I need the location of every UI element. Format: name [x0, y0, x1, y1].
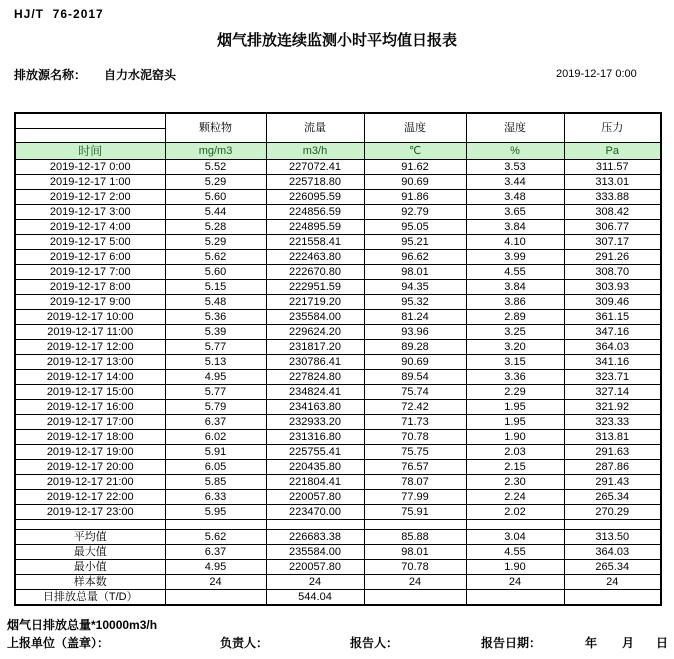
- summary-value-cell: 3.04: [466, 530, 564, 545]
- summary-value-cell: 226683.38: [266, 530, 364, 545]
- table-row: [15, 160, 661, 175]
- summary-value-cell: 235584.00: [266, 545, 364, 560]
- value-cell: 221804.41: [266, 475, 364, 490]
- value-cell: 364.03: [564, 340, 661, 355]
- summary-value-cell: [364, 590, 466, 606]
- summary-value-cell: 98.01: [364, 545, 466, 560]
- time-cell: 2019-12-17 11:00: [15, 325, 165, 340]
- value-cell: 306.77: [564, 220, 661, 235]
- summary-value-cell: 6.37: [165, 545, 266, 560]
- value-cell: 5.95: [165, 505, 266, 520]
- value-cell: 223470.00: [266, 505, 364, 520]
- value-cell: 5.62: [165, 250, 266, 265]
- flow-total-note: 烟气日排放总量*10000m3/h: [7, 618, 158, 632]
- value-cell: 6.33: [165, 490, 266, 505]
- spacer-cell: [364, 520, 466, 530]
- value-cell: 221558.41: [266, 235, 364, 250]
- value-cell: 3.15: [466, 355, 564, 370]
- value-cell: 92.79: [364, 205, 466, 220]
- value-cell: 4.95: [165, 370, 266, 385]
- value-cell: 5.60: [165, 265, 266, 280]
- time-cell: 2019-12-17 20:00: [15, 460, 165, 475]
- table-row: [15, 250, 661, 265]
- summary-value-cell: 4.95: [165, 560, 266, 575]
- value-cell: 287.86: [564, 460, 661, 475]
- value-cell: 307.17: [564, 235, 661, 250]
- time-cell: 2019-12-17 17:00: [15, 415, 165, 430]
- value-cell: 5.28: [165, 220, 266, 235]
- table-row: [15, 460, 661, 475]
- value-cell: 220057.80: [266, 490, 364, 505]
- table-row: [15, 430, 661, 445]
- summary-value-cell: 544.04: [266, 590, 364, 606]
- value-cell: 231817.20: [266, 340, 364, 355]
- spacer-cell: [266, 520, 364, 530]
- value-cell: 5.29: [165, 175, 266, 190]
- table-row: [15, 310, 661, 325]
- table-row: [15, 370, 661, 385]
- summary-value-cell: 24: [564, 575, 661, 590]
- time-cell: 2019-12-17 22:00: [15, 490, 165, 505]
- time-cell: 2019-12-17 0:00: [15, 160, 165, 175]
- time-cell: 2019-12-17 10:00: [15, 310, 165, 325]
- table-row: [15, 175, 661, 190]
- value-cell: 5.85: [165, 475, 266, 490]
- value-cell: 225718.80: [266, 175, 364, 190]
- value-cell: 2.29: [466, 385, 564, 400]
- value-cell: 308.42: [564, 205, 661, 220]
- value-cell: 77.99: [364, 490, 466, 505]
- value-cell: 91.86: [364, 190, 466, 205]
- summary-label: 最大值: [15, 545, 165, 560]
- value-cell: 93.96: [364, 325, 466, 340]
- value-cell: 5.91: [165, 445, 266, 460]
- summary-row: [15, 590, 661, 606]
- value-cell: 70.78: [364, 430, 466, 445]
- value-cell: 222670.80: [266, 265, 364, 280]
- table-row: [15, 280, 661, 295]
- summary-label: 最小值: [15, 560, 165, 575]
- report-table: [14, 112, 662, 606]
- value-cell: 291.63: [564, 445, 661, 460]
- value-cell: 75.75: [364, 445, 466, 460]
- value-cell: 232933.20: [266, 415, 364, 430]
- value-cell: 270.29: [564, 505, 661, 520]
- value-cell: 95.32: [364, 295, 466, 310]
- value-cell: 227072.41: [266, 160, 364, 175]
- summary-value-cell: 265.34: [564, 560, 661, 575]
- value-cell: 265.34: [564, 490, 661, 505]
- value-cell: 89.54: [364, 370, 466, 385]
- col-header-humidity: 湿度: [466, 113, 564, 143]
- value-cell: 291.43: [564, 475, 661, 490]
- summary-value-cell: 1.90: [466, 560, 564, 575]
- value-cell: 291.26: [564, 250, 661, 265]
- spacer-cell: [466, 520, 564, 530]
- value-cell: 234163.80: [266, 400, 364, 415]
- value-cell: 3.25: [466, 325, 564, 340]
- value-cell: 226095.59: [266, 190, 364, 205]
- time-cell: 2019-12-17 7:00: [15, 265, 165, 280]
- summary-value-cell: [564, 590, 661, 606]
- value-cell: 333.88: [564, 190, 661, 205]
- summary-value-cell: 24: [466, 575, 564, 590]
- value-cell: 2.15: [466, 460, 564, 475]
- value-cell: 231316.80: [266, 430, 364, 445]
- value-cell: 5.77: [165, 340, 266, 355]
- value-cell: 3.44: [466, 175, 564, 190]
- value-cell: 94.35: [364, 280, 466, 295]
- day-label: 日: [656, 636, 669, 650]
- summary-value-cell: [466, 590, 564, 606]
- value-cell: 2.02: [466, 505, 564, 520]
- table-row: [15, 235, 661, 250]
- table-row: [15, 385, 661, 400]
- value-cell: 234824.41: [266, 385, 364, 400]
- table-row: [15, 355, 661, 370]
- value-cell: 5.79: [165, 400, 266, 415]
- month-label: 月: [622, 636, 635, 650]
- value-cell: 222951.59: [266, 280, 364, 295]
- header-row-top: [15, 113, 661, 129]
- spacer-row: [15, 520, 661, 530]
- header-empty-cell-top: [15, 113, 165, 129]
- value-cell: 323.71: [564, 370, 661, 385]
- value-cell: 5.13: [165, 355, 266, 370]
- col-header-pressure: 压力: [564, 113, 661, 143]
- time-cell: 2019-12-17 18:00: [15, 430, 165, 445]
- summary-value-cell: 70.78: [364, 560, 466, 575]
- value-cell: 3.86: [466, 295, 564, 310]
- table-row: [15, 445, 661, 460]
- value-cell: 96.62: [364, 250, 466, 265]
- value-cell: 2.24: [466, 490, 564, 505]
- unit-temperature: ℃: [364, 143, 466, 160]
- table-row: [15, 220, 661, 235]
- table-row: [15, 295, 661, 310]
- time-cell: 2019-12-17 1:00: [15, 175, 165, 190]
- value-cell: 224895.59: [266, 220, 364, 235]
- time-cell: 2019-12-17 14:00: [15, 370, 165, 385]
- value-cell: 2.30: [466, 475, 564, 490]
- unit-humidity: %: [466, 143, 564, 160]
- value-cell: 3.20: [466, 340, 564, 355]
- signature-line: [0, 634, 674, 650]
- time-cell: 2019-12-17 2:00: [15, 190, 165, 205]
- table-row: [15, 475, 661, 490]
- value-cell: 6.37: [165, 415, 266, 430]
- value-cell: 3.84: [466, 220, 564, 235]
- value-cell: 4.55: [466, 265, 564, 280]
- time-cell: 2019-12-17 6:00: [15, 250, 165, 265]
- value-cell: 2.89: [466, 310, 564, 325]
- unit-row: [15, 143, 661, 160]
- value-cell: 81.24: [364, 310, 466, 325]
- table-row: [15, 325, 661, 340]
- unit-flow: m3/h: [266, 143, 364, 160]
- reporter-label: 报告人：: [350, 636, 399, 650]
- col-header-flow: 流量: [266, 113, 364, 143]
- value-cell: 5.48: [165, 295, 266, 310]
- value-cell: 227824.80: [266, 370, 364, 385]
- summary-row: [15, 530, 661, 545]
- summary-value-cell: 85.88: [364, 530, 466, 545]
- report-date-label: 报告日期：: [481, 636, 542, 650]
- value-cell: 229624.20: [266, 325, 364, 340]
- time-cell: 2019-12-17 13:00: [15, 355, 165, 370]
- value-cell: 71.73: [364, 415, 466, 430]
- summary-value-cell: 24: [364, 575, 466, 590]
- value-cell: 323.33: [564, 415, 661, 430]
- value-cell: 89.28: [364, 340, 466, 355]
- summary-label: 日排放总量（T/D）: [15, 590, 165, 606]
- value-cell: 224856.59: [266, 205, 364, 220]
- value-cell: 321.92: [564, 400, 661, 415]
- value-cell: 5.15: [165, 280, 266, 295]
- spacer-cell: [564, 520, 661, 530]
- time-cell: 2019-12-17 9:00: [15, 295, 165, 310]
- time-cell: 2019-12-17 12:00: [15, 340, 165, 355]
- value-cell: 1.90: [466, 430, 564, 445]
- value-cell: 98.01: [364, 265, 466, 280]
- value-cell: 4.10: [466, 235, 564, 250]
- summary-label: 平均值: [15, 530, 165, 545]
- value-cell: 311.57: [564, 160, 661, 175]
- value-cell: 303.93: [564, 280, 661, 295]
- time-cell: 2019-12-17 15:00: [15, 385, 165, 400]
- table-row: [15, 340, 661, 355]
- source-name-label: 排放源名称：: [14, 68, 87, 82]
- time-cell: 2019-12-17 21:00: [15, 475, 165, 490]
- value-cell: 220435.80: [266, 460, 364, 475]
- col-header-temperature: 温度: [364, 113, 466, 143]
- time-cell: 2019-12-17 8:00: [15, 280, 165, 295]
- value-cell: 6.05: [165, 460, 266, 475]
- value-cell: 3.84: [466, 280, 564, 295]
- value-cell: 5.36: [165, 310, 266, 325]
- table-row: [15, 415, 661, 430]
- value-cell: 5.77: [165, 385, 266, 400]
- value-cell: 90.69: [364, 175, 466, 190]
- value-cell: 3.99: [466, 250, 564, 265]
- report-unit-label: 上报单位（盖章）：: [7, 636, 110, 650]
- time-column-header: 时间: [15, 143, 165, 160]
- value-cell: 308.70: [564, 265, 661, 280]
- value-cell: 6.02: [165, 430, 266, 445]
- value-cell: 76.57: [364, 460, 466, 475]
- value-cell: 2.03: [466, 445, 564, 460]
- table-row: [15, 190, 661, 205]
- summary-row: [15, 560, 661, 575]
- summary-value-cell: 5.62: [165, 530, 266, 545]
- summary-row: [15, 575, 661, 590]
- spacer-cell: [165, 520, 266, 530]
- year-label: 年: [585, 636, 598, 650]
- time-cell: 2019-12-17 16:00: [15, 400, 165, 415]
- value-cell: 5.52: [165, 160, 266, 175]
- table-row: [15, 505, 661, 520]
- value-cell: 72.42: [364, 400, 466, 415]
- unit-particulate: mg/m3: [165, 143, 266, 160]
- col-header-particulate: 颗粒物: [165, 113, 266, 143]
- value-cell: 5.29: [165, 235, 266, 250]
- value-cell: 225755.41: [266, 445, 364, 460]
- value-cell: 95.05: [364, 220, 466, 235]
- value-cell: 5.44: [165, 205, 266, 220]
- value-cell: 222463.80: [266, 250, 364, 265]
- value-cell: 361.15: [564, 310, 661, 325]
- time-cell: 2019-12-17 3:00: [15, 205, 165, 220]
- summary-value-cell: 364.03: [564, 545, 661, 560]
- value-cell: 5.39: [165, 325, 266, 340]
- source-name-value: 自力水泥窑头: [104, 68, 177, 82]
- value-cell: 1.95: [466, 415, 564, 430]
- report-datetime: 2019-12-17 0:00: [556, 68, 637, 80]
- value-cell: 95.21: [364, 235, 466, 250]
- value-cell: 90.69: [364, 355, 466, 370]
- value-cell: 235584.00: [266, 310, 364, 325]
- value-cell: 75.91: [364, 505, 466, 520]
- value-cell: 91.62: [364, 160, 466, 175]
- header-empty-cell-bottom: [15, 129, 165, 143]
- value-cell: 313.81: [564, 430, 661, 445]
- value-cell: 327.14: [564, 385, 661, 400]
- value-cell: 3.48: [466, 190, 564, 205]
- value-cell: 313.01: [564, 175, 661, 190]
- time-cell: 2019-12-17 5:00: [15, 235, 165, 250]
- value-cell: 347.16: [564, 325, 661, 340]
- standard-code: HJ/T 76-2017: [14, 7, 104, 21]
- table-row: [15, 400, 661, 415]
- report-title: 烟气排放连续监测小时平均值日报表: [216, 32, 457, 49]
- summary-value-cell: 24: [165, 575, 266, 590]
- summary-value-cell: 313.50: [564, 530, 661, 545]
- spacer-cell: [15, 520, 165, 530]
- summary-value-cell: [165, 590, 266, 606]
- value-cell: 309.46: [564, 295, 661, 310]
- table-row: [15, 265, 661, 280]
- unit-pressure: Pa: [564, 143, 661, 160]
- value-cell: 1.95: [466, 400, 564, 415]
- summary-label: 样本数: [15, 575, 165, 590]
- time-cell: 2019-12-17 4:00: [15, 220, 165, 235]
- value-cell: 230786.41: [266, 355, 364, 370]
- summary-value-cell: 4.55: [466, 545, 564, 560]
- table-row: [15, 490, 661, 505]
- summary-row: [15, 545, 661, 560]
- value-cell: 3.65: [466, 205, 564, 220]
- value-cell: 3.53: [466, 160, 564, 175]
- value-cell: 3.36: [466, 370, 564, 385]
- value-cell: 341.16: [564, 355, 661, 370]
- value-cell: 78.07: [364, 475, 466, 490]
- responsible-person-label: 负责人：: [220, 636, 269, 650]
- time-cell: 2019-12-17 23:00: [15, 505, 165, 520]
- value-cell: 5.60: [165, 190, 266, 205]
- summary-value-cell: 220057.80: [266, 560, 364, 575]
- time-cell: 2019-12-17 19:00: [15, 445, 165, 460]
- value-cell: 75.74: [364, 385, 466, 400]
- value-cell: 221719.20: [266, 295, 364, 310]
- summary-value-cell: 24: [266, 575, 364, 590]
- table-row: [15, 205, 661, 220]
- emission-source-line: [14, 66, 176, 83]
